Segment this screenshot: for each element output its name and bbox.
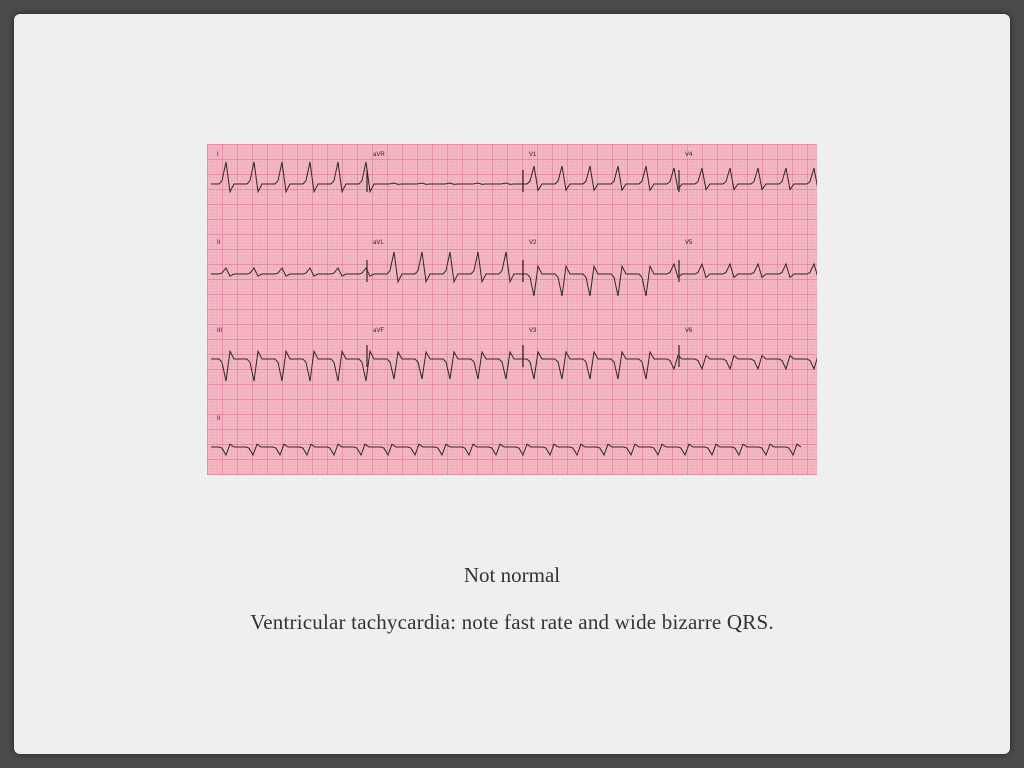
lead-label: II xyxy=(217,240,221,246)
slide-title: Not normal xyxy=(463,563,561,587)
lead-label: III xyxy=(217,328,223,334)
lead-label: V2 xyxy=(529,240,537,246)
slide xyxy=(14,14,1010,754)
lead-label: I xyxy=(217,152,219,158)
lead-label: V5 xyxy=(685,240,693,246)
lead-label: V1 xyxy=(529,152,537,158)
lead-label: V4 xyxy=(685,152,693,158)
lead-label: V3 xyxy=(529,328,537,334)
lead-label: aVL xyxy=(373,240,384,246)
slide-caption: Ventricular tachycardia: note fast rate and wide bizarre QRS. xyxy=(250,610,774,634)
ecg-strip-image xyxy=(207,144,817,475)
lead-label: V6 xyxy=(685,328,693,334)
lead-label: II xyxy=(217,416,221,422)
lead-label: aVR xyxy=(373,152,385,158)
lead-label: aVF xyxy=(373,328,385,334)
ecg-grid xyxy=(207,144,817,475)
